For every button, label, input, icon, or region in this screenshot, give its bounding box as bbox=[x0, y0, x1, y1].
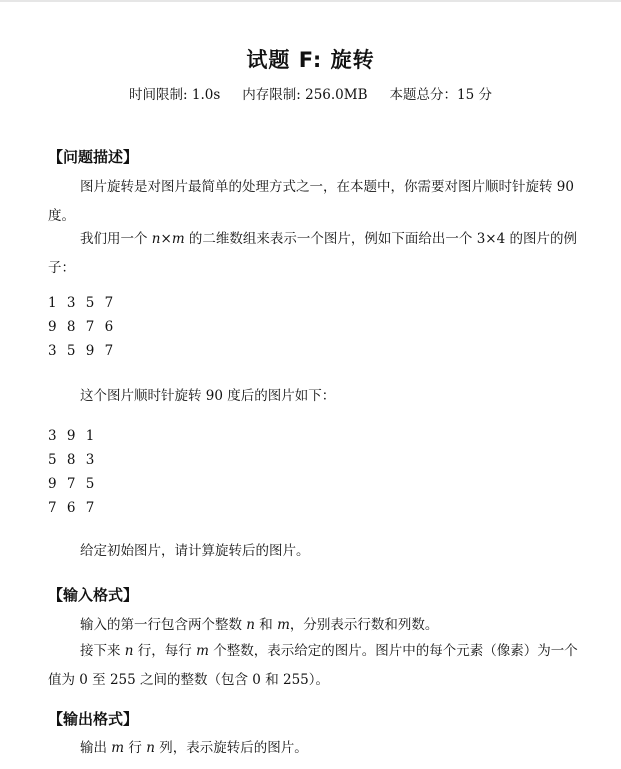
heading-output-format: 【输出格式】 bbox=[48, 710, 139, 728]
matrix-row: 5 8 3 bbox=[48, 452, 98, 468]
matrix-row: 1 3 5 7 bbox=[48, 295, 117, 311]
total-score: 本题总分：15 分 bbox=[389, 87, 492, 103]
matrix-row: 3 5 9 7 bbox=[48, 343, 117, 359]
time-limit: 时间限制: 1.0s bbox=[129, 87, 221, 103]
output-paragraph-1: 输出 m 行 n 列，表示旋转后的图片。 bbox=[80, 740, 308, 756]
heading-problem-description: 【问题描述】 bbox=[48, 148, 139, 166]
problem-paragraph-1: 图片旋转是对图片最简单的处理方式之一，在本题中，你需要对图片顺时针旋转 90 度。 bbox=[48, 179, 574, 224]
input-paragraph-2: 接下来 n 行，每行 m 个整数，表示给定的图片。图片中的每个元素（像素）为一个值为 0 至 255 之间的整数（包含 0 和 255）。 bbox=[48, 643, 578, 688]
matrix-row: 3 9 1 bbox=[48, 428, 98, 444]
example-matrix-original bbox=[48, 291, 116, 363]
memory-limit: 内存限制: 256.0MB bbox=[242, 87, 368, 103]
matrix-row: 7 6 7 bbox=[48, 500, 98, 516]
matrix-row: 9 8 7 6 bbox=[48, 319, 117, 335]
page-top-border bbox=[0, 0, 621, 2]
matrix-row: 9 7 5 bbox=[48, 476, 98, 492]
heading-input-format: 【输入格式】 bbox=[48, 586, 139, 604]
problem-paragraph-4: 给定初始图片，请计算旋转后的图片。 bbox=[80, 543, 310, 559]
limits-line bbox=[0, 83, 621, 103]
example-matrix-rotated bbox=[48, 424, 97, 520]
input-paragraph-1: 输入的第一行包含两个整数 n 和 m，分别表示行数和列数。 bbox=[80, 617, 439, 633]
problem-title: 试题 F: 旋转 bbox=[246, 48, 375, 72]
problem-paragraph-2: 我们用一个 n×m 的二维数组来表示一个图片，例如下面给出一个 3×4 的图片的例子： bbox=[48, 231, 577, 276]
problem-paragraph-3: 这个图片顺时针旋转 90 度后的图片如下： bbox=[80, 388, 336, 404]
